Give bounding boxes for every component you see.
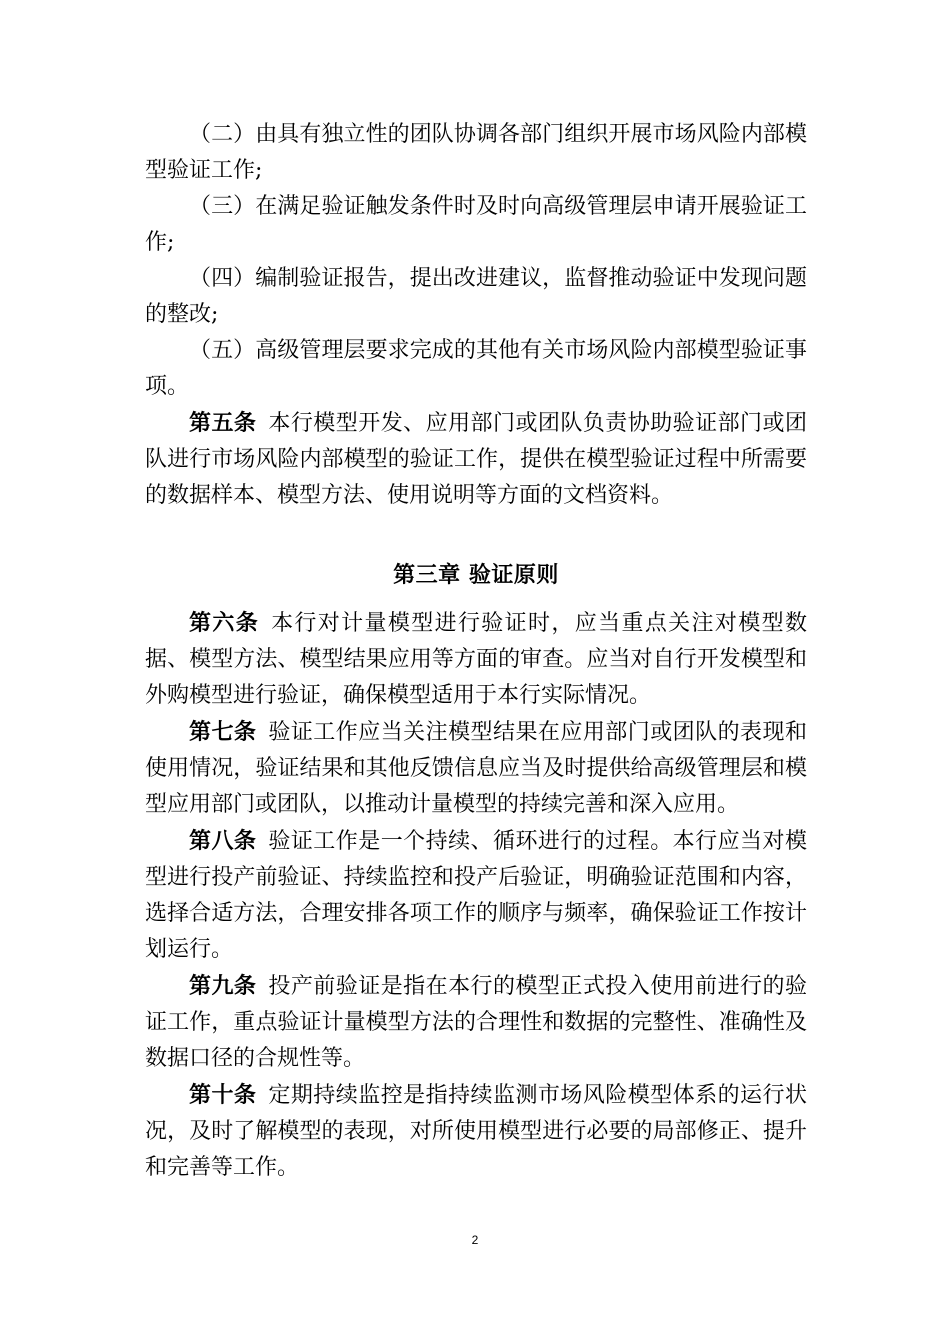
article-9-number: 第九条	[189, 973, 257, 999]
article-5	[145, 405, 807, 514]
article-7-number: 第七条	[189, 719, 257, 745]
chapter-title: 第三章 验证原则	[393, 562, 559, 588]
article-5-text: 本行模型开发、应用部门或团队负责协助验证部门或团队进行市场风险内部模型的验证工作，提供在模型验证过程中所需要的数据样本、模型方法、使用说明等方面的文档资料。	[145, 411, 807, 508]
article-9-text: 投产前验证是指在本行的模型正式投入使用前进行的验证工作，重点验证计量模型方法的合理性和数据的完整性、准确性及数据口径的合规性等。	[145, 974, 807, 1071]
article-8-text: 验证工作是一个持续、循环进行的过程。本行应当对模型进行投产前验证、持续监控和投产后验证，明确验证范围和内容，选择合适方法，合理安排各项工作的顺序与频率，确保验证工作按计划运行。	[145, 829, 807, 962]
article-6-text: 本行对计量模型进行验证时，应当重点关注对模型数据、模型方法、模型结果应用等方面的审查。应当对自行开发模型和外购模型进行验证，确保模型适用于本行实际情况。	[145, 611, 807, 708]
article-10	[145, 1077, 807, 1186]
article-7	[145, 714, 807, 823]
article-10-text: 定期持续监控是指持续监测市场风险模型体系的运行状况，及时了解模型的表现，对所使用模型进行必要的局部修正、提升和完善等工作。	[145, 1083, 807, 1180]
article-10-number: 第十条	[189, 1082, 257, 1108]
list-item-4: （四）编制验证报告，提出改进建议，监督推动验证中发现问题的整改;	[145, 266, 807, 327]
page-number: 2	[471, 1233, 479, 1247]
article-8-number: 第八条	[189, 828, 257, 854]
article-8	[145, 823, 807, 968]
article-6	[145, 605, 807, 714]
list-item-3: （三）在满足验证触发条件时及时向高级管理层申请开展验证工作;	[145, 194, 807, 255]
list-item-2: （二）由具有独立性的团队协调各部门组织开展市场风险内部模型验证工作;	[145, 122, 807, 183]
article-9	[145, 968, 807, 1077]
list-item-5: （五）高级管理层要求完成的其他有关市场风险内部模型验证事项。	[145, 338, 807, 399]
article-7-text: 验证工作应当关注模型结果在应用部门或团队的表现和使用情况，验证结果和其他反馈信息应当及时提供给高级管理层和模型应用部门或团队，以推动计量模型的持续完善和深入应用。	[145, 720, 807, 817]
article-6-number: 第六条	[189, 610, 260, 636]
document-body	[145, 117, 807, 1186]
article-5-number: 第五条	[189, 410, 257, 436]
